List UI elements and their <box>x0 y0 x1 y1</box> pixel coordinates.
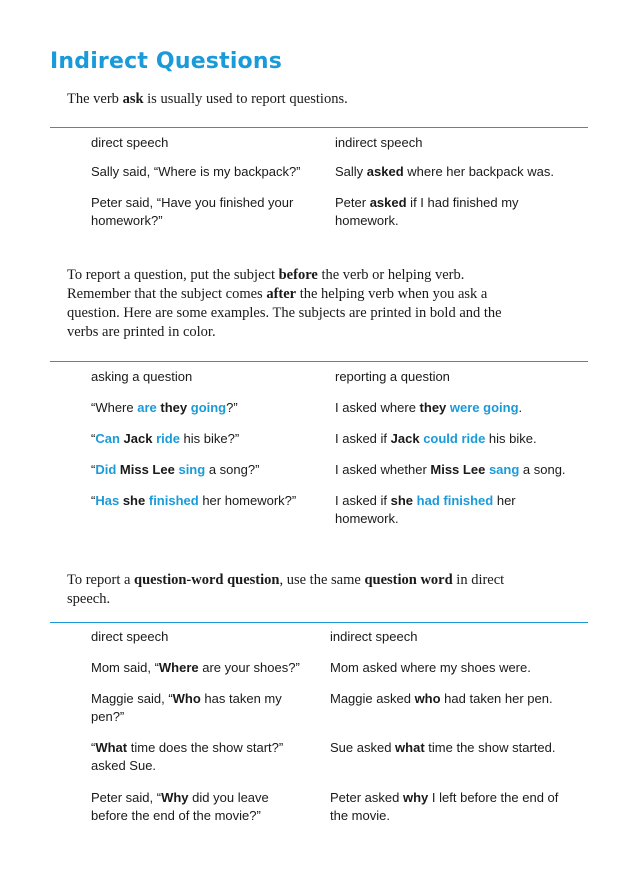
table2-row1-question: “Where are they going?” <box>91 400 238 415</box>
subject-rule-paragraph: To report a question, put the subject before the verb or helping verb. Remember that the subject comes after the helping verb when you ask a question. Here are some examples. The subjects are printed in bold and the verbs are printed in color. <box>67 267 502 340</box>
table2-row1-report: I asked where they were going. <box>335 400 523 415</box>
table2-row2-question: “Can Jack ride his bike?” <box>91 431 240 446</box>
table3-row2-direct: Maggie said, “Who has taken my pen?” <box>91 691 282 724</box>
table3-row3-indirect: Sue asked what time the show started. <box>330 740 556 755</box>
table2-row3-question: “Did Miss Lee sing a song?” <box>91 462 260 477</box>
table2-row4-question: “Has she finished her homework?” <box>91 493 297 508</box>
table1-rule <box>50 127 588 128</box>
table3-header-right: indirect speech <box>330 629 418 644</box>
table2-row4-report: I asked if she had finished her homework. <box>335 493 516 526</box>
table1-row1-direct: Sally said, “Where is my backpack?” <box>91 164 301 179</box>
table3-rule <box>50 622 588 623</box>
table2-header-right: reporting a question <box>335 369 450 384</box>
table1-header-left: direct speech <box>91 135 169 150</box>
table1-row2-indirect: Peter asked if I had finished my homework. <box>335 195 519 228</box>
table1-row2-direct: Peter said, “Have you finished your homework?” <box>91 195 294 228</box>
table3-row3-direct: “What time does the show start?” asked Sue. <box>91 740 284 773</box>
table3-row4-indirect: Peter asked why I left before the end of the movie. <box>330 790 559 823</box>
table2-row2-report: I asked if Jack could ride his bike. <box>335 431 537 446</box>
table3-row2-indirect: Maggie asked who had taken her pen. <box>330 691 553 706</box>
intro-text: The verb ask is usually used to report questions. <box>67 91 348 107</box>
table3-header-left: direct speech <box>91 629 169 644</box>
table3-row1-direct: Mom said, “Where are your shoes?” <box>91 660 300 675</box>
table2-header-left: asking a question <box>91 369 193 384</box>
table1-header-right: indirect speech <box>335 135 423 150</box>
table2-rule <box>50 361 588 362</box>
page-title: Indirect Questions <box>50 49 283 74</box>
table1-row1-indirect: Sally asked where her backpack was. <box>335 164 554 179</box>
table2-row3-report: I asked whether Miss Lee sang a song. <box>335 462 566 477</box>
question-word-paragraph: To report a question-word question, use the same question word in direct speech. <box>67 572 505 607</box>
table3-row4-direct: Peter said, “Why did you leave before the end of the movie?” <box>91 790 269 823</box>
table3-row1-indirect: Mom asked where my shoes were. <box>330 660 531 675</box>
